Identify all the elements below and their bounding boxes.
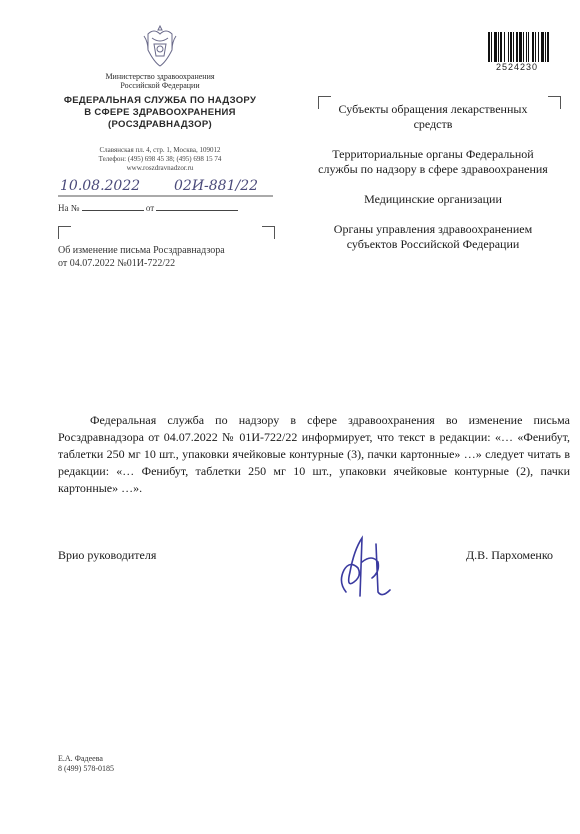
subject-line-2: от 04.07.2022 №01И-722/22 — [58, 258, 176, 269]
addressee-3: Медицинские организации — [364, 192, 502, 206]
barcode — [488, 32, 570, 62]
ministry-line-1: Министерство здравоохранения — [105, 72, 215, 81]
executor-name: Е.А. Фадеева — [58, 754, 103, 763]
addressee-1: Субъекты обращения лекарственных средств — [338, 102, 528, 131]
addressee-2: Территориальные органы Федеральной службы по надзору в сфере здравоохранения — [318, 147, 548, 176]
addressee-corner-top-right — [548, 96, 561, 109]
corner-mark-top-right — [262, 226, 275, 239]
contacts — [30, 146, 290, 173]
phone: Телефон: (495) 698 45 38; (495) 698 15 74 — [98, 155, 222, 163]
address: Славянская пл. 4, стр. 1, Москва, 109012 — [99, 146, 221, 154]
barcode-number: 2524230 — [496, 62, 539, 72]
ministry-line-2: Российской Федерации — [120, 81, 200, 90]
service-line-2: В СФЕРЕ ЗДРАВООХРАНЕНИЯ — [84, 107, 236, 118]
signatory-name: Д.В. Пархоменко — [466, 548, 554, 562]
executor-info — [58, 754, 114, 774]
letter-body: Федеральная служба по надзору в сфере здравоохранения во изменение письма Росздравнадзора от 04.07.2022 № 01И-722/22 информирует, что текст в редакции: «… «Фенибут, таблетки 250 мг 10 шт., упаковки ячейковые контурные (3), пачки картонные» …» следует читать в редакции: «… Фенибут, таблетки 250 мг 10 шт., упаковки ячейковые контурные (2), пачки картонные» …». — [58, 413, 570, 495]
addressee-4: Органы управления здравоохранением субъектов Российской Федерации — [333, 222, 533, 251]
handwritten-date: 10.08.2022 — [60, 178, 141, 194]
service-line-3: (РОСЗДРАВНАДЗОР) — [108, 119, 212, 130]
service-line-1: ФЕДЕРАЛЬНАЯ СЛУЖБА ПО НАДЗОРУ — [63, 95, 257, 106]
date-underline — [58, 194, 278, 198]
corner-mark-top-left — [58, 226, 71, 239]
reference-number-line — [58, 202, 273, 213]
ministry-name — [30, 72, 290, 90]
addressees-block — [318, 102, 548, 267]
handwritten-signature — [328, 532, 398, 604]
from-word: от — [145, 203, 155, 213]
number-prefix: На № — [58, 203, 80, 213]
executor-phone: 8 (499) 578-0185 — [58, 764, 114, 773]
handwritten-number: 02И-881/22 — [174, 178, 259, 194]
subject-line-1: Об изменение письма Росздравнадзора — [58, 245, 225, 256]
service-name — [30, 95, 290, 131]
coat-of-arms-emblem-icon — [140, 22, 180, 68]
subject — [58, 244, 225, 270]
website: www.roszdravnadzor.ru — [126, 164, 194, 172]
signatory-role: Врио руководителя — [58, 548, 157, 562]
